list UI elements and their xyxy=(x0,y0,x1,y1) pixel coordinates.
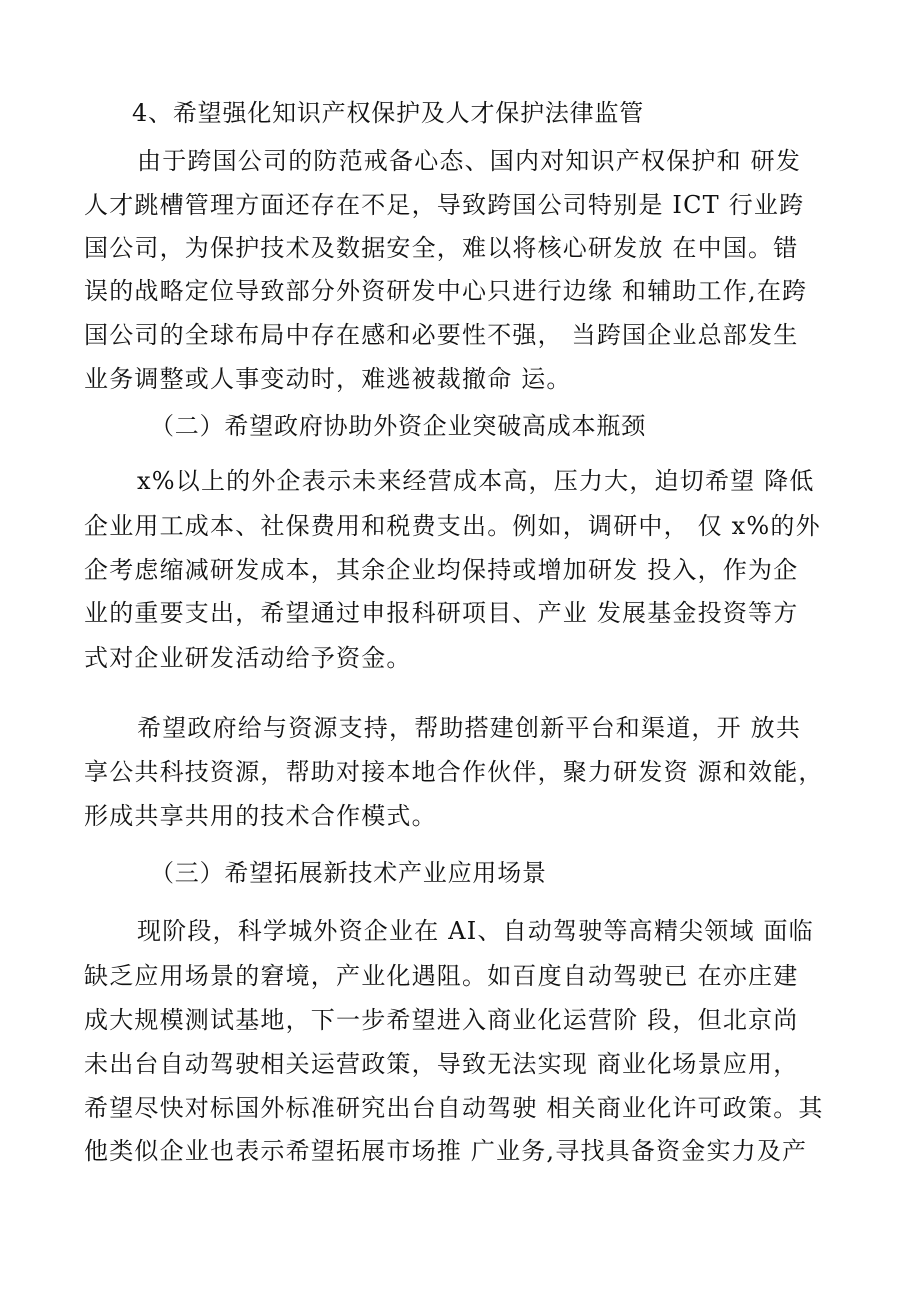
paragraph-line: 国公司的全球布局中存在感和必要性不强， 当跨国企业总部发生 xyxy=(84,321,799,349)
paragraph-line: 业务调整或人事变动时，难逃被裁撤命 运。 xyxy=(84,365,572,393)
paragraph-line: 缺乏应用场景的窘境，产业化遇阻。如百度自动驾驶已 在亦庄建 xyxy=(84,962,799,990)
paragraph-line: 误的战略定位导致部分外资研发中心只进行边缘 和辅助工作,在跨 xyxy=(84,277,808,305)
paragraph-line: 希望尽快对标国外标准研究出台自动驾驶 相关商业化许可政策。其 xyxy=(84,1094,824,1122)
paragraph-line: 现阶段，科学城外资企业在 AI、自动驾驶等高精尖领域 面临 xyxy=(137,917,814,945)
paragraph-line: 国公司，为保护技术及数据安全，难以将核心研发放 在中国。错 xyxy=(84,234,799,262)
paragraph-line: 企业用工成本、社保费用和税费支出。例如，调研中， 仅 x%的外 xyxy=(84,512,821,540)
paragraph-line: 未出台自动驾驶相关运营政策，导致无法实现 商业化场景应用， xyxy=(84,1050,799,1078)
paragraph-line: 他类似企业也表示希望拓展市场推 广业务,寻找具备资金实力及产 xyxy=(84,1137,808,1165)
paragraph-line: x%以上的外企表示未来经营成本高，压力大，迫切希望 降低 xyxy=(137,467,815,495)
paragraph-line: 业的重要支出，希望通过申报科研项目、产业 发展基金投资等方 xyxy=(84,599,799,627)
paragraph-line: 人才跳槽管理方面还存在不足，导致跨国公司特别是 ICT 行业跨 xyxy=(84,191,805,219)
section-heading-4: 4、希望强化知识产权保护及人才保护法律监管 xyxy=(132,99,645,127)
paragraph-line: 由于跨国公司的防范戒备心态、国内对知识产权保护和 研发 xyxy=(137,147,802,175)
paragraph-line: 享公共科技资源，帮助对接本地合作伙伴，聚力研发资 源和效能， xyxy=(84,758,824,786)
paragraph-line: 希望政府给与资源支持，帮助搭建创新平台和渠道，开 放共 xyxy=(137,714,802,742)
paragraph-line: 企考虑缩减研发成本，其余企业均保持或增加研发 投入，作为企 xyxy=(84,556,799,584)
section-heading-3: （三）希望拓展新技术产业应用场景 xyxy=(150,859,547,887)
paragraph-line: 形成共享共用的技术合作模式。 xyxy=(84,802,437,830)
section-heading-2: （二）希望政府协助外资企业突破高成本瓶颈 xyxy=(150,412,646,440)
paragraph-line: 式对企业研发活动给予资金。 xyxy=(84,644,412,672)
paragraph-line: 成大规模测试基地，下一步希望进入商业化运营阶 段，但北京尚 xyxy=(84,1006,799,1034)
